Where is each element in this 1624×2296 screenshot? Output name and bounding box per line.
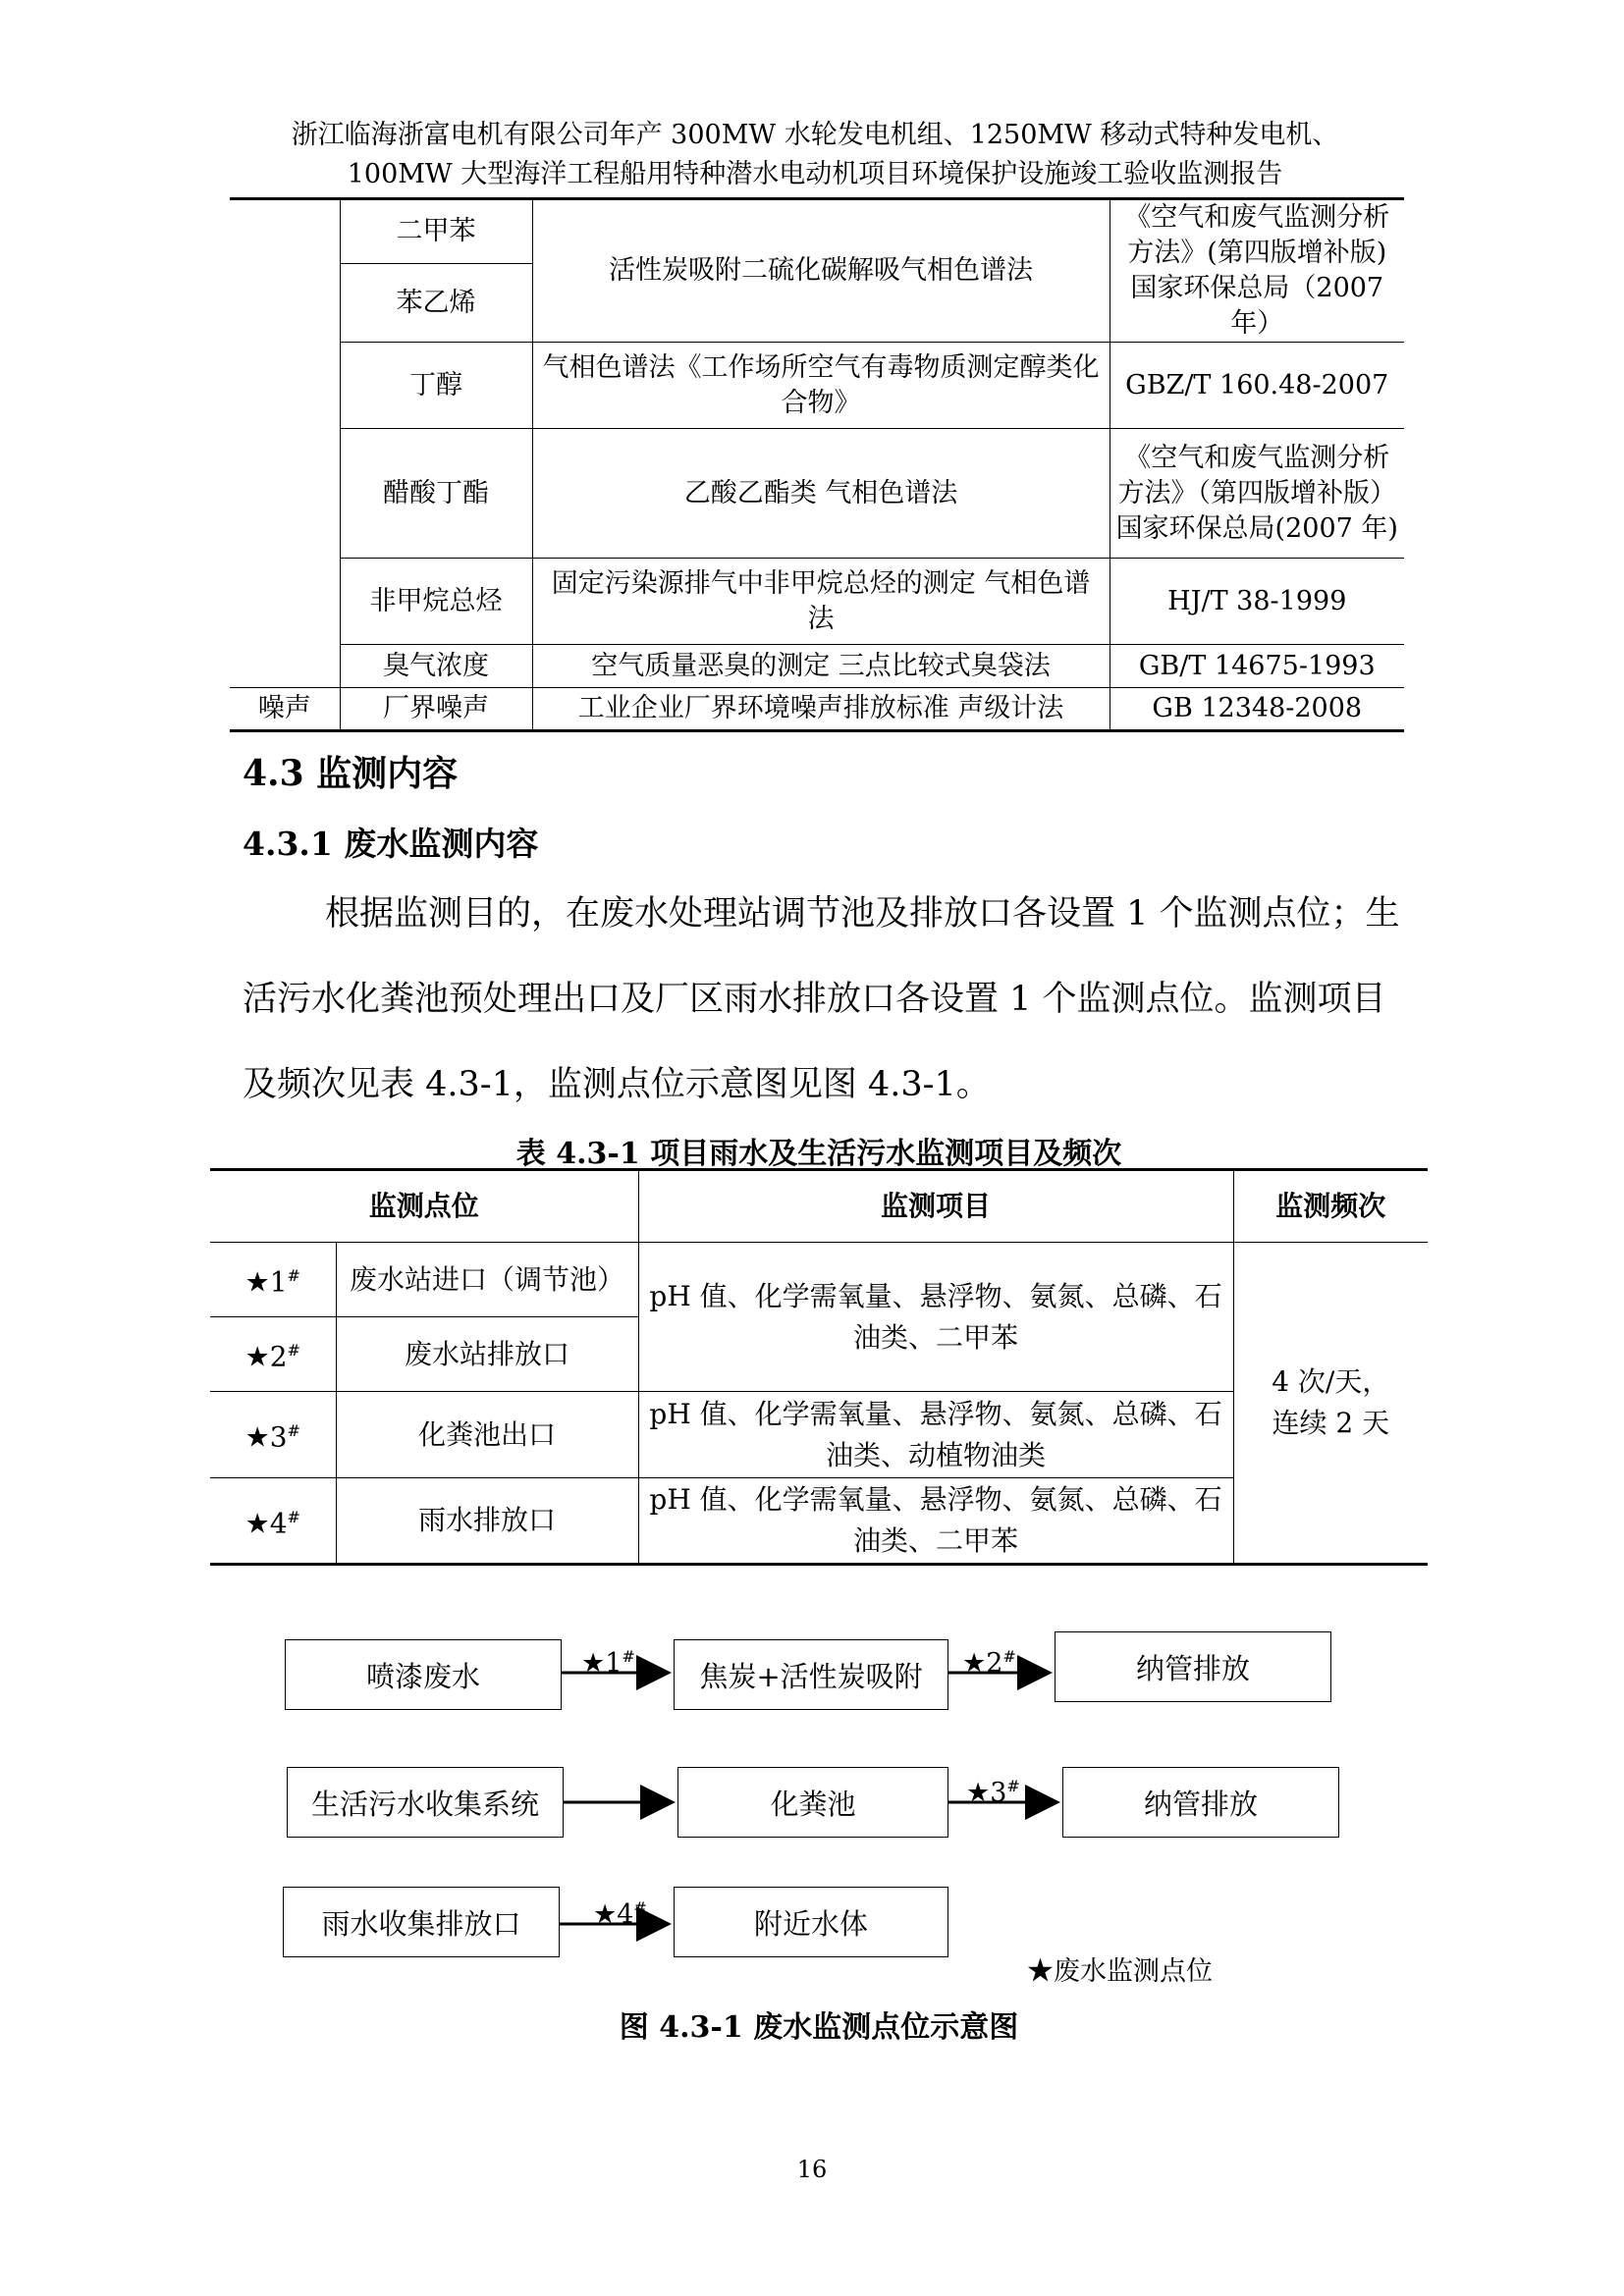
point-label-sup: # [633,1898,647,1917]
standard-cell: GB/T 14675-1993 [1110,645,1404,688]
point-label-3 [966,1777,1020,1808]
point-number: 4 [269,1507,288,1540]
method-cell: 工业企业厂界环境噪声排放标准 声级计法 [532,688,1110,731]
point-label-text: ★2 [962,1648,1003,1679]
frequency-line1: 4 次/天， [1272,1365,1390,1398]
table-caption: 表 4.3-1 项目雨水及生活污水监测项目及频次 [515,1137,1122,1171]
star-icon: ★ [244,1507,270,1540]
point-label-2 [962,1647,1016,1679]
item-cell: 醋酸丁酯 [340,429,532,559]
box-sewer-discharge-1: 纳管排放 [1055,1631,1331,1702]
point-label-text: ★1 [581,1648,623,1679]
header-point: 监测点位 [210,1170,638,1243]
items-cell: pH 值、化学需氧量、悬浮物、氨氮、总磷、石油类、二甲苯 [638,1243,1233,1392]
star-icon: ★ [244,1265,270,1299]
items-cell: pH 值、化学需氧量、悬浮物、氨氮、总磷、石油类、二甲苯 [638,1478,1233,1565]
page-number: 16 [796,2156,828,2183]
point-name-cell: 废水站排放口 [336,1317,638,1392]
subsection-heading: 4.3.1 废水监测内容 [243,825,539,863]
point-label-text: ★4 [593,1899,634,1930]
standard-cell: 《空气和废气监测分析方法》(第四版增补版)国家环保总局（2007 年） [1110,200,1404,343]
item-cell: 非甲烷总烃 [340,559,532,645]
point-sup: # [287,1341,300,1361]
method-cell: 气相色谱法《工作场所空气有毒物质测定醇类化合物》 [532,343,1110,429]
header-items: 监测项目 [638,1170,1233,1243]
box-rainwater-outlet: 雨水收集排放口 [283,1887,560,1957]
item-cell: 苯乙烯 [340,264,532,343]
point-sup: # [287,1266,300,1286]
method-cell: 乙酸乙酯类 气相色谱法 [532,429,1110,559]
body-paragraph: 根据监测目的，在废水处理站调节池及排放口各设置 1 个监测点位；生活污水化粪池预处理出口及厂区雨水排放口各设置 1 个监测点位。监测项目及频次见表 4.3-1，监测点位示意图见图 4.3-1。 [243,894,1400,1104]
star-icon: ★ [244,1340,270,1373]
point-label-sup: # [1006,1777,1020,1795]
box-nearby-water-body: 附近水体 [674,1887,948,1957]
item-cell: 丁醇 [340,343,532,429]
category-cell: 噪声 [230,688,340,731]
point-name-cell: 雨水排放口 [336,1478,638,1565]
item-cell: 厂界噪声 [340,688,532,731]
star-icon: ★ [244,1420,270,1454]
point-number: 2 [269,1340,288,1373]
point-sup: # [287,1507,300,1526]
box-coke-carbon-adsorption: 焦炭+活性炭吸附 [674,1639,948,1710]
section-heading: 4.3 监测内容 [243,753,459,794]
item-cell: 二甲苯 [340,200,532,264]
point-sup: # [287,1421,300,1441]
box-spray-wastewater: 喷漆废水 [285,1639,562,1710]
point-label-4 [593,1898,647,1930]
legend: ★废水监测点位 [1027,1956,1213,1987]
point-label-text: ★3 [966,1778,1007,1808]
point-label-1 [581,1647,635,1679]
method-cell: 固定污染源排气中非甲烷总烃的测定 气相色谱法 [532,559,1110,645]
method-cell: 空气质量恶臭的测定 三点比较式臭袋法 [532,645,1110,688]
standard-cell: HJ/T 38-1999 [1110,559,1404,645]
method-cell: 活性炭吸附二硫化碳解吸气相色谱法 [532,200,1110,343]
frequency-line2: 连续 2 天 [1272,1407,1390,1439]
report-header-line2: 100MW 大型海洋工程船用特种潜水电动机项目环境保护设施竣工验收监测报告 [347,159,1283,189]
point-label-sup: # [622,1647,635,1666]
item-cell: 臭气浓度 [340,645,532,688]
standard-cell: GB 12348-2008 [1110,688,1404,731]
box-sewer-discharge-2: 纳管排放 [1062,1767,1339,1838]
point-name-cell: 化粪池出口 [336,1392,638,1478]
point-label-sup: # [1002,1647,1016,1666]
box-domestic-sewage-collection: 生活污水收集系统 [287,1767,564,1838]
box-septic-tank: 化粪池 [677,1767,948,1838]
point-number: 1 [269,1265,288,1299]
figure-caption: 图 4.3-1 废水监测点位示意图 [619,2010,1019,2045]
standard-cell: GBZ/T 160.48-2007 [1110,343,1404,429]
point-name-cell: 废水站进口（调节池） [336,1243,638,1317]
items-cell: pH 值、化学需氧量、悬浮物、氨氮、总磷、石油类、动植物油类 [638,1392,1233,1478]
report-header-line1: 浙江临海浙富电机有限公司年产 300MW 水轮发电机组、1250MW 移动式特种发电机、 [291,120,1339,150]
header-frequency: 监测频次 [1233,1170,1428,1243]
point-number: 3 [269,1420,288,1454]
standard-cell: 《空气和废气监测分析方法》（第四版增补版）国家环保总局(2007 年) [1110,429,1404,559]
